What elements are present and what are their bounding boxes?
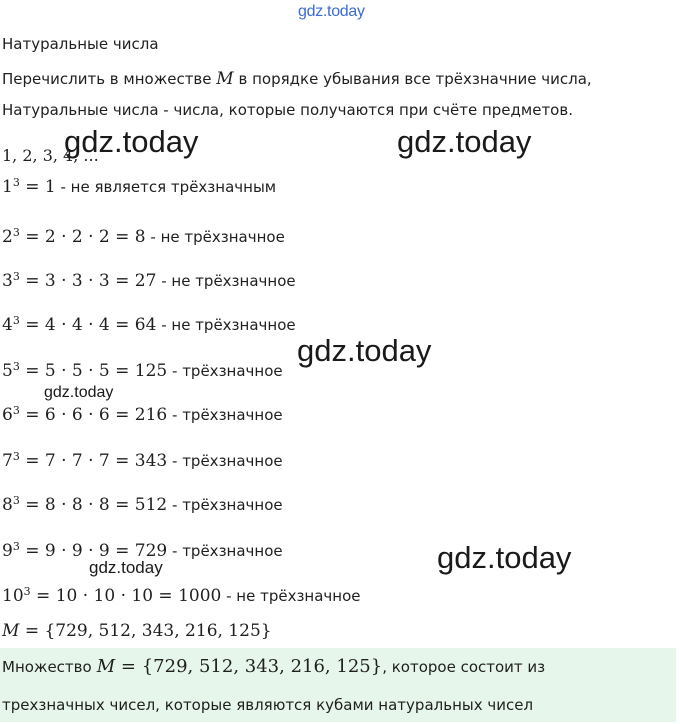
cube-formula: $7^3 = 7 \cdot 7 \cdot 7 = 343$	[2, 450, 168, 471]
task-prefix: Перечислить в множестве	[2, 70, 212, 88]
cube-note: - не трёхзначное	[145, 228, 285, 246]
cube-note: - трёхзначное	[167, 496, 283, 514]
cube-row	[2, 270, 296, 292]
watermark-top: gdz.today	[298, 3, 365, 20]
answer-formula: M = {729, 512, 343, 216, 125}	[96, 656, 383, 677]
cube-row	[2, 450, 283, 472]
watermark-3: gdz.today	[297, 333, 432, 368]
answer-prefix: Множество	[2, 658, 92, 676]
watermark-2: gdz.today	[397, 124, 532, 159]
cube-formula: $2^3 = 2 \cdot 2 \cdot 2 = 8$	[2, 226, 146, 247]
set-result-formula: M = {729, 512, 343, 216, 125}	[2, 621, 272, 641]
watermark-5: gdz.today	[437, 540, 572, 575]
cube-formula: $5^3 = 5 \cdot 5 \cdot 5 = 125$	[2, 360, 168, 381]
cube-formula: $6^3 = 6 \cdot 6 \cdot 6 = 216$	[2, 404, 168, 425]
cube-row	[2, 585, 361, 607]
cube-note: - трёхзначное	[167, 542, 283, 560]
cube-formula: $1^3 = 1$	[2, 176, 56, 197]
watermark-4: gdz.today	[44, 384, 114, 401]
answer-line-2: трехзначных чисел, которые являются кубами натуральных чисел	[2, 696, 534, 714]
watermark-6: gdz.today	[89, 558, 163, 577]
cube-row	[2, 226, 285, 248]
cube-note: - трёхзначное	[167, 406, 283, 424]
cube-formula: $4^3 = 4 \cdot 4 \cdot 4 = 64$	[2, 314, 157, 335]
answer-line-1	[2, 654, 545, 680]
definition-line: Натуральные числа - числа, которые получаются при счёте предметов.	[2, 101, 573, 119]
set-result-line	[2, 620, 272, 642]
cube-note: - не трёхзначное	[221, 587, 361, 605]
task-suffix: в порядке убывания все трёхзначние числа,	[238, 70, 592, 88]
section-heading: Натуральные числа	[2, 35, 159, 53]
cube-note: - трёхзначное	[167, 452, 283, 470]
cube-formula: $8^3 = 8 \cdot 8 \cdot 8 = 512$	[2, 494, 168, 515]
cube-formula: $3^3 = 3 \cdot 3 \cdot 3 = 27$	[2, 270, 157, 291]
cube-row	[2, 360, 283, 382]
cube-row	[2, 314, 296, 336]
cube-row	[2, 404, 283, 426]
cube-formula: $10^3 = 10 \cdot 10 \cdot 10 = 1000$	[2, 585, 222, 606]
task-set-var: M	[216, 69, 234, 89]
cube-note: - не трёхзначное	[156, 316, 296, 334]
cube-note: - трёхзначное	[167, 362, 283, 380]
cube-note: - не является трёхзначным	[55, 178, 277, 196]
watermark-1: gdz.today	[64, 124, 199, 159]
cube-row	[2, 494, 283, 516]
cube-note: - не трёхзначное	[156, 272, 296, 290]
task-line	[2, 68, 592, 90]
cube-row	[2, 176, 276, 198]
cube-formula: $9^3 = 9 \cdot 9 \cdot 9 = 729$	[2, 540, 168, 561]
answer-box	[0, 648, 676, 722]
natural-sequence: 1, 2, 3, 4, ...	[2, 146, 99, 165]
answer-suffix: , которое состоит из	[382, 658, 546, 676]
